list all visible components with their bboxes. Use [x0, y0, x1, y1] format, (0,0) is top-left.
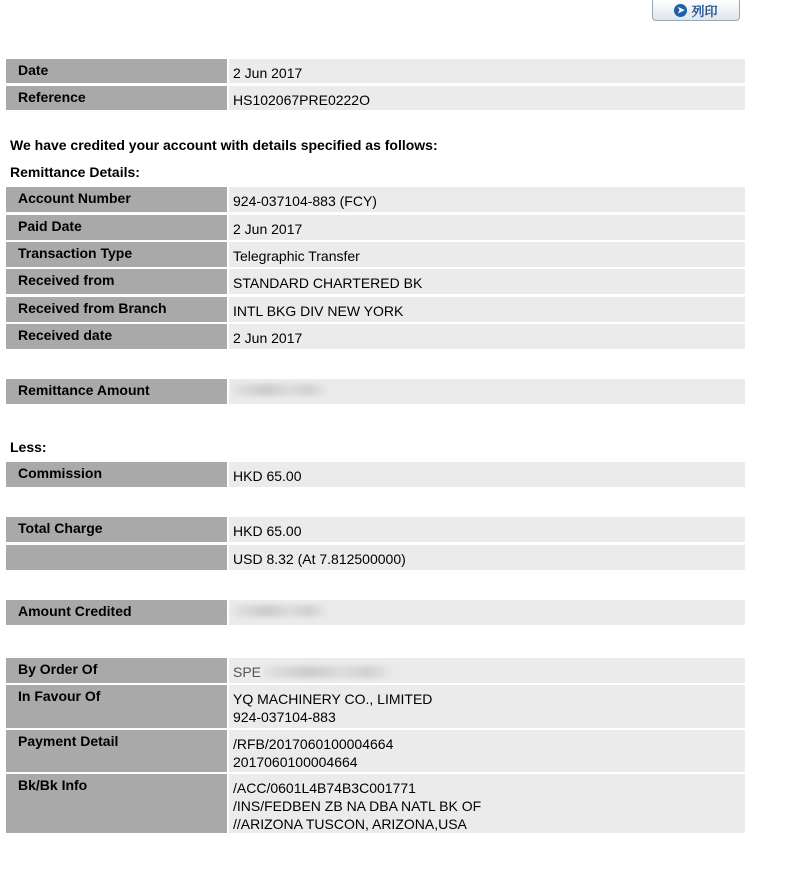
transaction-type-value: Telegraphic Transfer [229, 242, 745, 267]
in-favour-of-label: In Favour Of [6, 685, 227, 728]
in-favour-of-row [6, 685, 745, 728]
reference-row [6, 86, 745, 110]
total-charge-row [6, 517, 745, 542]
table-row [6, 269, 745, 294]
in-favour-of-line1: YQ MACHINERY CO., LIMITED [233, 691, 433, 707]
reference-label: Reference [6, 86, 227, 110]
transaction-type-label: Transaction Type [6, 242, 227, 267]
bk-info-value [229, 774, 745, 833]
paid-date-value: 2 Jun 2017 [229, 215, 745, 240]
in-favour-of-value [229, 685, 745, 728]
account-number-value: 924-037104-883 (FCY) [229, 187, 745, 212]
remittance-amount-value [229, 379, 745, 404]
payment-detail-line1: /RFB/2017060100004664 [233, 736, 394, 752]
total-charge-usd: USD 8.32 (At 7.812500000) [229, 545, 745, 570]
paid-date-label: Paid Date [6, 215, 227, 240]
remittance-amount-label: Remittance Amount [6, 379, 227, 404]
amount-credited-value [229, 600, 745, 625]
received-date-label: Received date [6, 324, 227, 349]
bk-info-label: Bk/Bk Info [6, 774, 227, 833]
arrow-right-icon: ➤ [674, 4, 687, 17]
received-from-label: Received from [6, 269, 227, 294]
amount-credited-row [6, 600, 745, 625]
table-row [6, 324, 745, 349]
received-from-value: STANDARD CHARTERED BK [229, 269, 745, 294]
bk-info-row [6, 774, 745, 833]
intro-text: We have credited your account with details specified as follows: [10, 137, 438, 153]
by-order-of-label: By Order Of [6, 658, 227, 683]
by-order-of-value [229, 658, 745, 683]
table-row [6, 187, 745, 212]
bk-info-line2: /INS/FEDBEN ZB NA DBA NATL BK OF [233, 798, 482, 814]
commission-value: HKD 65.00 [229, 462, 745, 487]
redacted-block [264, 666, 394, 678]
empty-label-cell [6, 545, 227, 570]
commission-label: Commission [6, 462, 227, 487]
date-row [6, 59, 745, 83]
payment-detail-value [229, 730, 745, 772]
date-value: 2 Jun 2017 [229, 59, 745, 83]
payment-detail-line2: 2017060100004664 [233, 754, 358, 770]
remittance-heading: Remittance Details: [10, 164, 140, 180]
reference-value: HS102067PRE0222O [229, 86, 745, 110]
commission-row [6, 462, 745, 487]
payment-detail-row [6, 730, 745, 772]
table-row [6, 297, 745, 322]
payment-detail-label: Payment Detail [6, 730, 227, 772]
by-order-of-row [6, 658, 745, 683]
less-label: Less: [10, 439, 47, 455]
total-charge-hkd: HKD 65.00 [229, 517, 745, 542]
in-favour-of-line2: 924-037104-883 [233, 709, 336, 725]
bk-info-line3: //ARIZONA TUSCON, ARIZONA,USA [233, 816, 467, 832]
total-charge-label: Total Charge [6, 517, 227, 542]
table-row [6, 215, 745, 240]
redacted-block [233, 384, 328, 396]
date-label: Date [6, 59, 227, 83]
bk-info-line1: /ACC/0601L4B74B3C001771 [233, 780, 416, 796]
remittance-amount-row [6, 379, 745, 404]
redacted-block [233, 605, 328, 617]
print-button-label: 列印 [691, 3, 718, 19]
received-date-value: 2 Jun 2017 [229, 324, 745, 349]
table-row [6, 242, 745, 267]
received-from-branch-value: INTL BKG DIV NEW YORK [229, 297, 745, 322]
print-button[interactable] [652, 0, 740, 21]
received-from-branch-label: Received from Branch [6, 297, 227, 322]
by-order-of-prefix: SPE [233, 664, 262, 680]
account-number-label: Account Number [6, 187, 227, 212]
total-charge-usd-row [6, 545, 745, 570]
amount-credited-label: Amount Credited [6, 600, 227, 625]
